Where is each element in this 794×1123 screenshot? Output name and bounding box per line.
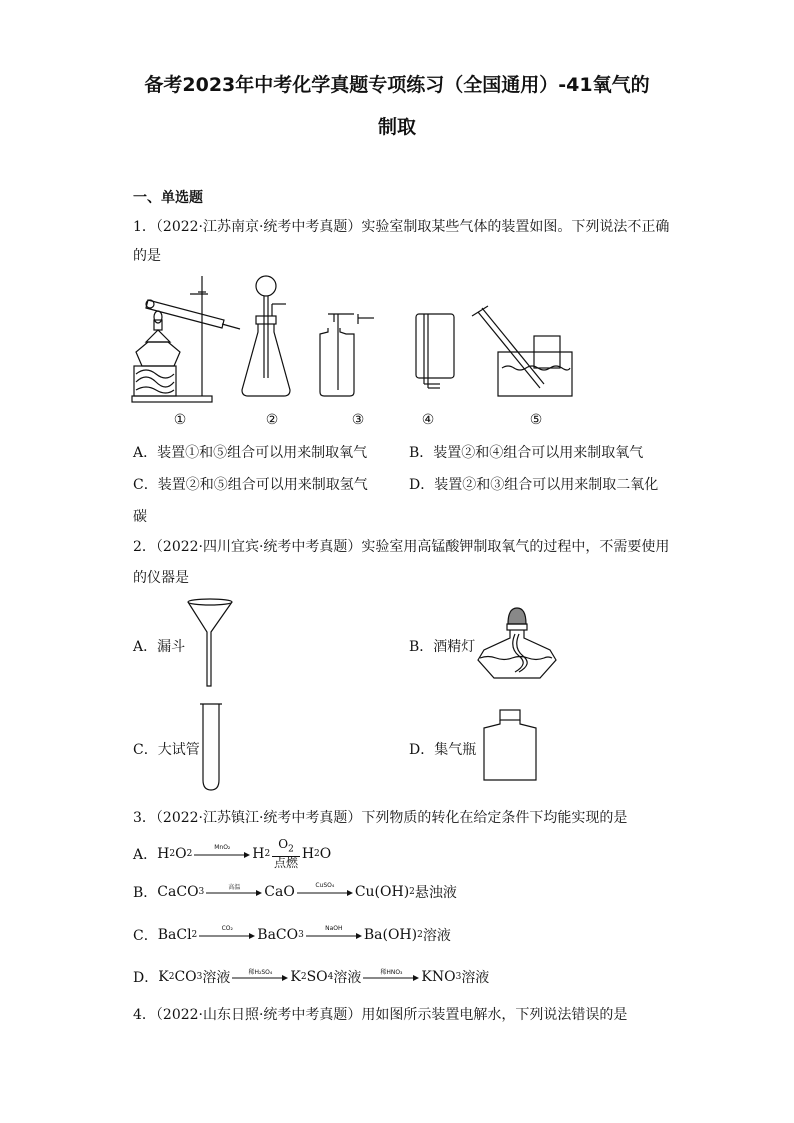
- reaction-arrow: 稀H₂SO₄: [232, 970, 288, 984]
- q1-stem: 1．（2022·江苏南京·统考中考真题）实验室制取某些气体的装置如图。下列说法不正确: [133, 219, 670, 235]
- q3-option-c: C． BaCl 2 CO₂ BaCO 3 NaOH Ba(OH) 2 溶液: [133, 925, 451, 944]
- q3-option-b: B． CaCO 3 高温 CaO CuSO₄ Cu(OH) 2 悬浊液: [133, 882, 457, 901]
- q1-option-d: D．装置②和③组合可以用来制取二氧化: [409, 477, 659, 493]
- q3-option-d: D． K 2 CO 3 溶液 稀H₂SO₄ K 2 SO 4 溶液 稀HNO₃ KNO 3 溶液: [133, 969, 490, 986]
- q1-option-a: A．装置①和⑤组合可以用来制取氧气: [133, 445, 368, 461]
- reaction-arrow: NaOH: [306, 928, 362, 942]
- section-heading: 一、单选题: [133, 190, 203, 206]
- q1-label-2: ②: [265, 412, 279, 428]
- reaction-arrow: CuSO₄: [297, 885, 353, 899]
- reaction-arrow: MnO₂: [194, 847, 250, 861]
- doc-title-line2: 制取: [377, 116, 416, 138]
- q1-label-1: ①: [173, 412, 187, 428]
- q4-stem: 4．（2022·山东日照·统考中考真题）用如图所示装置电解水，下列说法错误的是: [133, 1007, 628, 1023]
- q2-stem: 2．（2022·四川宜宾·统考中考真题）实验室用高锰酸钾制取氧气的过程中，不需要使用: [133, 539, 670, 555]
- gas-jar-image: [478, 708, 542, 784]
- q3-stem: 3．（2022·江苏镇江·统考中考真题）下列物质的转化在给定条件下均能实现的是: [133, 810, 628, 826]
- q2-option-a: A．漏斗: [133, 639, 186, 655]
- reaction-arrow: CO₂: [199, 928, 255, 942]
- funnel-image: [184, 598, 236, 690]
- q2-option-d: D．集气瓶: [409, 742, 477, 758]
- q2-stem-cont: 的仪器是: [133, 570, 189, 586]
- q1-label-3: ③: [351, 412, 365, 428]
- q2-option-c: C．大试管: [133, 742, 200, 758]
- test-tube-image: [198, 700, 224, 792]
- reaction-condition: $\frac{O_2}{\text{点燃}}$: [274, 837, 299, 871]
- q1-option-d-cont: 碳: [133, 509, 147, 525]
- q1-label-4: ④: [421, 412, 435, 428]
- alcohol-lamp-image: [474, 602, 560, 682]
- q1-label-5: ⑤: [529, 412, 543, 428]
- q1-apparatus-figure: [128, 272, 588, 412]
- q3-option-a: A． H 2 O 2 MnO₂ H 2 $\frac{O_2}{\text{点燃}}$ H 2 O: [133, 837, 332, 871]
- q1-stem-cont: 的是: [133, 248, 161, 264]
- reaction-arrow: 稀HNO₃: [363, 970, 419, 984]
- q1-option-c: C．装置②和⑤组合可以用来制取氢气: [133, 477, 368, 493]
- q1-option-b: B．装置②和④组合可以用来制取氧气: [409, 445, 644, 461]
- doc-title-line1: 备考2023年中考化学真题专项练习（全国通用）-41氧气的: [144, 74, 650, 96]
- reaction-arrow: 高温: [206, 885, 262, 899]
- q2-option-b: B．酒精灯: [409, 639, 476, 655]
